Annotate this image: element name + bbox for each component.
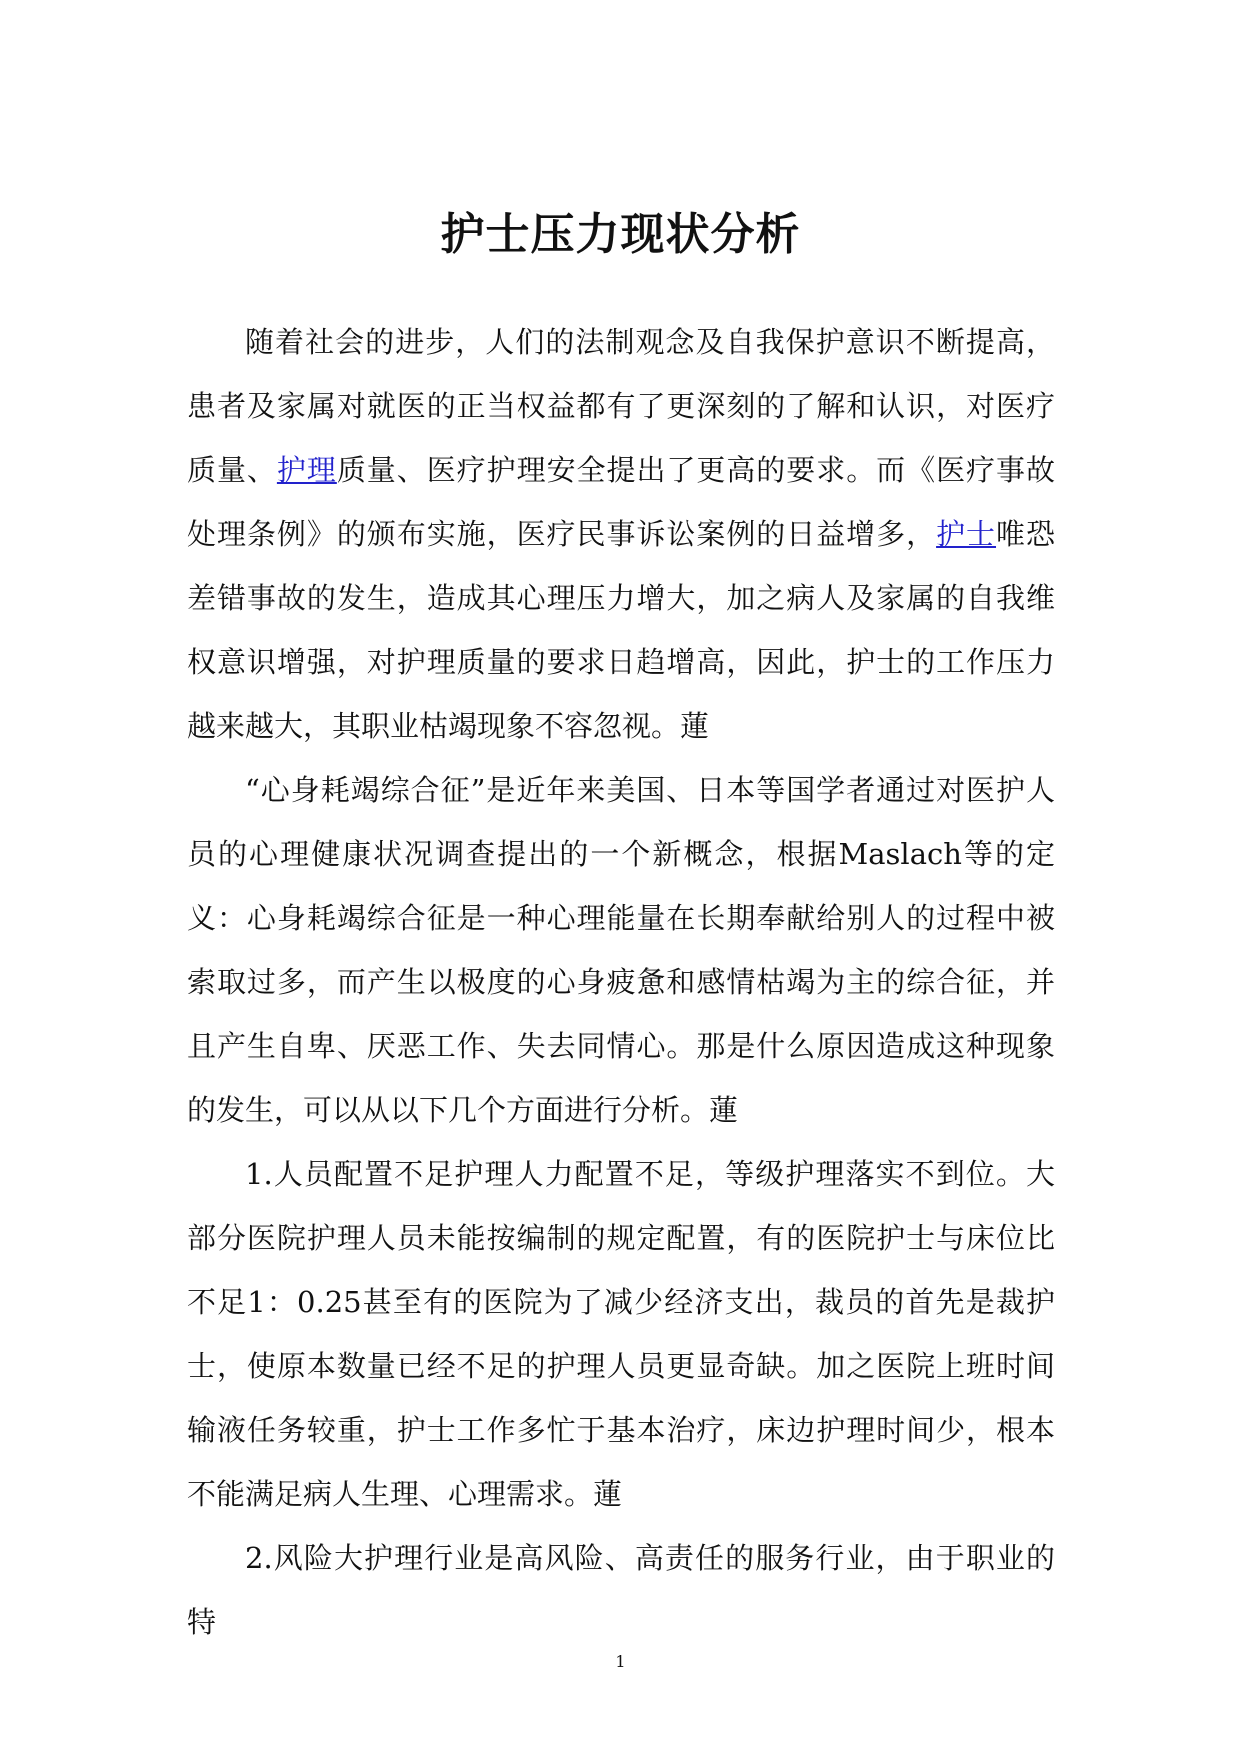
paragraph-text: “心身耗竭综合征”是近年来美国、日本等国学者通过对医护人员的心理健康状况调查提出的一个新概念，根据Maslach等的定义：心身耗竭综合征是一种心理能量在长期奉献给别人的过程中被索取过多，而产生以极度的心身疲惫和感情枯竭为主的综合征，并且产生自卑、厌恶工作、失去同情心。那是什么原因造成这种现象的发生，可以从以下几个方面进行分析。蓮 <box>187 773 1055 1127</box>
paragraph-text: 1.人员配置不足护理人力配置不足，等级护理落实不到位。大部分医院护理人员未能按编制的规定配置，有的医院护士与床位比不足1：0.25甚至有的医院为了减少经济支出，裁员的首先是裁护士，使原本数量已经不足的护理人员更显奇缺。加之医院上班时间输液任务较重，护士工作多忙于基本治疗，床边护理时间少，根本不能满足病人生理、心理需求。蓮 <box>187 1157 1055 1511</box>
document-title: 护士压力现状分析 <box>440 209 801 260</box>
document-body <box>187 310 1055 1654</box>
paragraph-2 <box>187 758 1055 1142</box>
paragraph-text: 唯恐差错事故的发生，造成其心理压力增大，加之病人及家属的自我维权意识增强，对护理质量的要求日趋增高，因此，护士的工作压力越来越大，其职业枯竭现象不容忽视。蓮 <box>187 517 1055 743</box>
paragraph-1 <box>187 310 1055 758</box>
paragraph-text: 随着社会的进步，人们的法制观念及自我保护意识不断提高，患者及家属对就医的正当权益都有了更深刻的了解和认识，对医疗质量、 <box>187 325 1055 487</box>
paragraph-4 <box>187 1526 1055 1654</box>
page-number: 1 <box>615 1652 626 1671</box>
link-nurse[interactable]: 护士 <box>936 517 997 551</box>
paragraph-text: 质量、医疗护理安全提出了更高的要求。而《医疗事故处理条例》的颁布实施，医疗民事诉讼案例的日益增多， <box>187 453 1055 551</box>
link-nursing[interactable]: 护理 <box>276 453 337 487</box>
paragraph-text: 2.风险大护理行业是高风险、高责任的服务行业，由于职业的特 <box>187 1541 1055 1639</box>
paragraph-3 <box>187 1142 1055 1526</box>
